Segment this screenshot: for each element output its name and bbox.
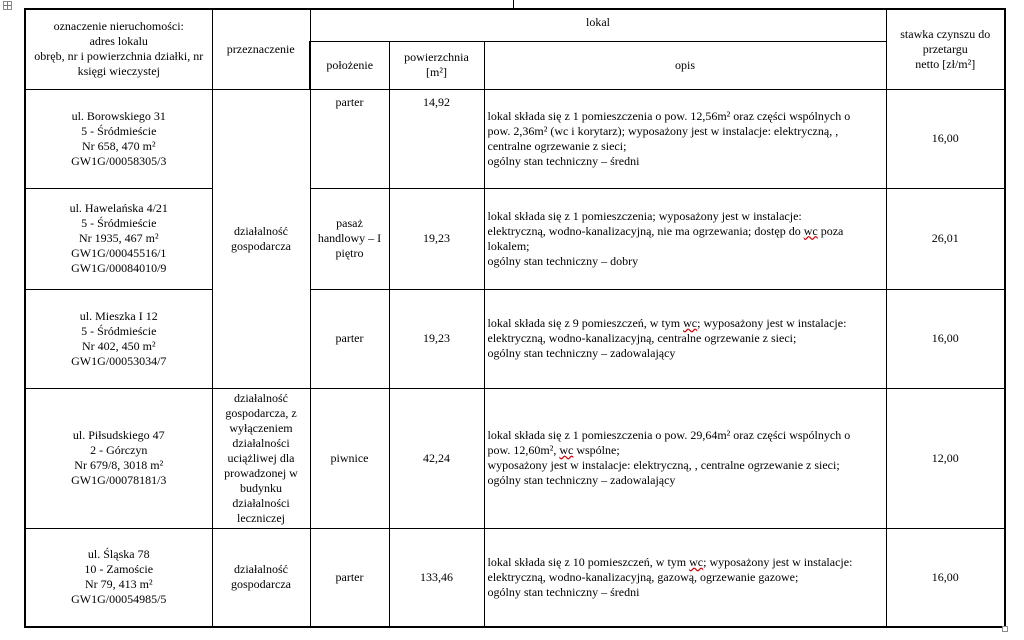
opis-cell: lokal składa się z 1 pomieszczenia o pow. 29,64m² oraz części wspólnych o pow. 12,60m², wc wspólne; wyposażony jest w instalacje: elektryczną, , centralne ogrzewanie z sieci; ogólny stan techniczny – zadowalający <box>484 388 886 528</box>
przeznaczenie-cell: działalność gospodarcza, z wyłączeniem działalności uciążliwej dla prowadzonej w budynku działalności leczniczej <box>212 388 310 528</box>
stawka-cell: 16,00 <box>886 528 1005 627</box>
table-row <box>25 388 1005 528</box>
powierzchnia-cell: 133,46 <box>389 528 484 627</box>
address-cell: ul. Hawelańska 4/21 5 - Śródmieście Nr 1935, 467 m² GW1G/00045516/1 GW1G/00084010/9 <box>25 188 212 289</box>
opis-cell: lokal składa się z 1 pomieszczenia; wyposażony jest w instalacje: elektryczną, wodno-kanalizacyjną, nie ma ogrzewania; dostęp do wc poza lokalem; ogólny stan techniczny – dobry <box>484 188 886 289</box>
opis-cell: lokal składa się z 1 pomieszczenia o pow. 12,56m² oraz części wspólnych o pow. 2,36m² (wc i korytarz); wyposażony jest w instalacje: elektryczną, , centralne ogrzewanie z sieci; ogólny stan techniczny – średni <box>484 89 886 188</box>
polozenie-cell: pasaż handlowy – I piętro <box>310 188 389 289</box>
powierzchnia-cell: 19,23 <box>389 188 484 289</box>
stawka-cell: 26,01 <box>886 188 1005 289</box>
opis-cell: lokal składa się z 9 pomieszczeń, w tym wc; wyposażony jest w instalacje: elektryczną, wodno-kanalizacyjną, centralne ogrzewanie z sieci; ogólny stan techniczny – zadowalający <box>484 289 886 388</box>
przeznaczenie-cell: działalność gospodarcza <box>212 89 310 388</box>
address-cell: ul. Borowskiego 31 5 - Śródmieście Nr 658, 470 m² GW1G/00058305/3 <box>25 89 212 188</box>
header-polozenie: położenie <box>310 41 389 89</box>
spellcheck-word: wc <box>559 443 574 457</box>
address-cell: ul. Śląska 78 10 - Zamoście Nr 79, 413 m² GW1G/00054985/5 <box>25 528 212 627</box>
powierzchnia-cell: 14,92 <box>389 89 484 188</box>
header-przeznaczenie: przeznaczenie <box>212 9 310 89</box>
table-row <box>25 188 1005 289</box>
table-row <box>25 289 1005 388</box>
polozenie-cell: parter <box>310 89 389 188</box>
address-cell: ul. Piłsudskiego 47 2 - Górczyn Nr 679/8, 3018 m² GW1G/00078181/3 <box>25 388 212 528</box>
opis-cell: lokal składa się z 10 pomieszczeń, w tym wc; wyposażony jest w instalacje: elektryczną, wodno-kanalizacyjną, gazową, ogrzewanie gazowe; ogólny stan techniczny – średni <box>484 528 886 627</box>
table-resize-handle-icon[interactable] <box>1002 626 1008 632</box>
stawka-cell: 12,00 <box>886 388 1005 528</box>
header-opis: opis <box>484 41 886 89</box>
stawka-cell: 16,00 <box>886 289 1005 388</box>
powierzchnia-cell: 42,24 <box>389 388 484 528</box>
table-move-handle-icon[interactable] <box>3 1 12 10</box>
polozenie-cell: piwnice <box>310 388 389 528</box>
polozenie-cell: parter <box>310 528 389 627</box>
address-cell: ul. Mieszka I 12 5 - Śródmieście Nr 402, 450 m² GW1G/00053034/7 <box>25 289 212 388</box>
spellcheck-word: wc <box>803 223 818 238</box>
stawka-cell: 16,00 <box>886 89 1005 188</box>
header-stawka: stawka czynszu do przetargu netto [zł/m²] <box>886 9 1005 89</box>
powierzchnia-cell: 19,23 <box>389 289 484 388</box>
header-address: oznaczenie nieruchomości: adres lokalu obręb, nr i powierzchnia działki, nr księgi wieczystej <box>25 9 212 89</box>
spellcheck-word: wc <box>683 316 698 330</box>
polozenie-cell: parter <box>310 289 389 388</box>
table-row <box>25 528 1005 627</box>
table-row <box>25 89 1005 188</box>
spellcheck-word: wc <box>689 554 704 569</box>
header-powierzchnia: powierzchnia [m²] <box>389 41 484 89</box>
lease-table <box>24 8 1006 628</box>
przeznaczenie-cell: działalność gospodarcza <box>212 528 310 627</box>
header-lokal: lokal <box>310 9 886 41</box>
